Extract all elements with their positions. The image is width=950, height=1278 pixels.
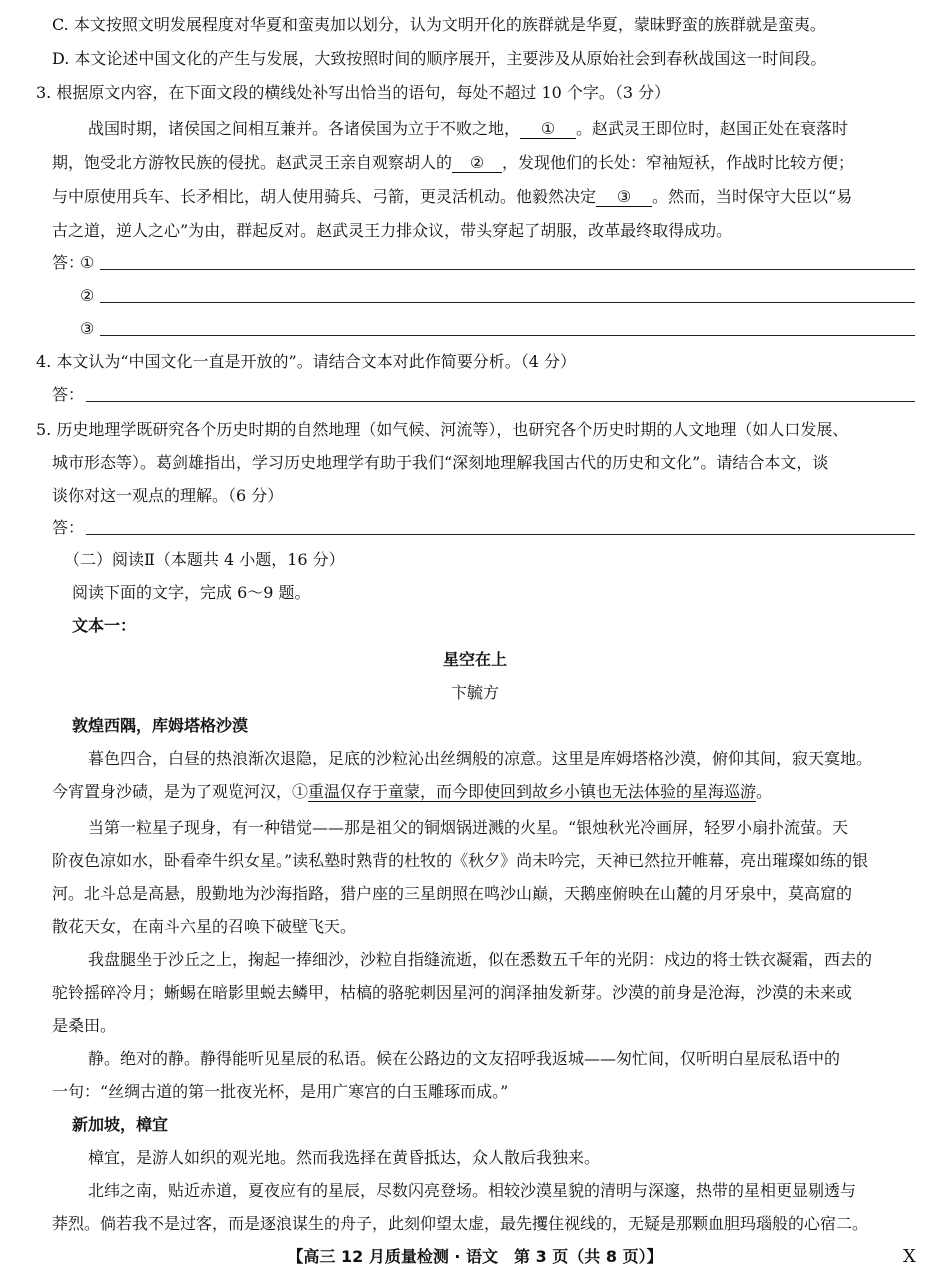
question-3-passage-line: 与中原使用兵车、长矛相比，胡人使用骑兵、弓箭，更灵活机动。他毅然决定 ③ 。然而，当时保守大臣以“易: [52, 187, 853, 206]
paragraph-line: 散花天女，在南斗六星的召唤下破壁飞天。: [52, 917, 357, 936]
footer-text: 【高三 12 月质量检测 · 语文 第 3 页（共 8 页）】: [287, 1247, 663, 1266]
answer-number-3: ③: [80, 319, 95, 338]
answer-line-q5[interactable]: [86, 533, 915, 535]
section-heading: （二）阅读Ⅱ（本题共 4 小题，16 分）: [64, 550, 345, 569]
question-5-stem: 城市形态等）。葛剑雄指出，学习历史地理学有助于我们“深刻地理解我国古代的历史和文化”。请结合本文，谈: [52, 453, 829, 472]
answer-line-1[interactable]: [100, 268, 915, 270]
answer-number-1: ①: [80, 253, 95, 272]
question-3-passage-line: 古之道，逆人之心”为由，群起反对。赵武灵王力排众议，带头穿起了胡服，改革最终取得成功。: [52, 221, 733, 240]
question-3-stem: 3. 根据原文内容，在下面文段的横线处补写出恰当的语句，每处不超过 10 个字。（3 分）: [36, 83, 671, 102]
footer-mark: X: [903, 1246, 916, 1267]
paragraph-line: 北纬之南，贴近赤道，夏夜应有的星辰，尽数闪亮登场。相较沙漠星貌的清明与深邃，热带的星相更显剔透与: [88, 1181, 857, 1200]
question-4-stem: 4. 本文认为“中国文化一直是开放的”。请结合文本对此作简要分析。（4 分）: [36, 352, 576, 371]
paragraph-line: 一句：“丝绸古道的第一批夜光杯，是用广寒宫的白玉雕琢而成。”: [52, 1082, 509, 1101]
paragraph-line: 是桑田。: [52, 1016, 117, 1035]
paragraph-line: 当第一粒星子现身，有一种错觉——那是祖父的铜烟锅迸溅的火星。“银烛秋光冷画屏，轻罗小扇扑流萤。天: [88, 818, 849, 837]
answer-label: 答：: [52, 518, 85, 537]
option-d: D. 本文论述中国文化的产生与发展，大致按照时间的顺序展开，主要涉及从原始社会到春秋战国这一时间段。: [52, 49, 827, 68]
section-instruction: 阅读下面的文字，完成 6～9 题。: [72, 583, 311, 602]
article-title: 星空在上: [442, 650, 507, 669]
paragraph-line: 驼铃摇碎冷月；蜥蜴在暗影里蜕去鳞甲，枯槁的骆驼刺因星河的润泽抽发新芽。沙漠的前身是沧海，沙漠的未来或: [52, 983, 853, 1002]
paragraph-line: 阶夜色凉如水，卧看牵牛织女星。”读私塾时熟背的杜牧的《秋夕》尚未吟完，天神已然拉开帷幕，亮出璀璨如练的银: [52, 851, 869, 870]
subheading-dunhuang: 敦煌西隅，库姆塔格沙漠: [72, 716, 249, 735]
underlined-sentence-1: 重温仅存于童蒙，而今即使回到故乡小镇也无法体验的星海巡游: [308, 782, 757, 801]
page-footer: [0, 1247, 950, 1271]
answer-number-2: ②: [80, 286, 95, 305]
paragraph-line: 河。北斗总是高悬，殷勤地为沙海指路，猎户座的三星朗照在鸣沙山巅，天鹅座俯映在山麓的月牙泉中，莫高窟的: [52, 884, 853, 903]
answer-label: 答：: [52, 385, 85, 404]
paragraph-line: 暮色四合，白昼的热浪渐次退隐，足底的沙粒沁出丝绸般的凉意。这里是库姆塔格沙漠，俯仰其间，寂天寞地。: [88, 749, 873, 768]
subheading-singapore: 新加坡，樟宜: [72, 1115, 169, 1134]
answer-label: 答：: [52, 253, 85, 272]
option-c: C. 本文按照文明发展程度对华夏和蛮夷加以划分，认为文明开化的族群就是华夏，蒙昧野蛮的族群就是蛮夷。: [52, 15, 826, 34]
answer-line-3[interactable]: [100, 334, 915, 336]
text-label: 文本一：: [72, 616, 137, 635]
question-5-stem: 5. 历史地理学既研究各个历史时期的自然地理（如气候、河流等），也研究各个历史时期的人文地理（如人口发展、: [36, 420, 849, 439]
paragraph-line: 我盘腿坐于沙丘之上，掬起一捧细沙，沙粒自指缝流逝，似在悉数五千年的光阴：戍边的将士铁衣凝霜，西去的: [88, 950, 873, 969]
paragraph-line: 今宵置身沙碛，是为了观览河汉，①重温仅存于童蒙，而今即使回到故乡小镇也无法体验的星海巡游。: [52, 782, 773, 801]
paragraph-line: 静。绝对的静。静得能听见星辰的私语。候在公路边的文友招呼我返城——匆忙间，仅听明白星辰私语中的: [88, 1049, 841, 1068]
paragraph-line: 樟宜，是游人如织的观光地。然而我选择在黄昏抵达，众人散后我独来。: [88, 1148, 601, 1167]
answer-line-2[interactable]: [100, 301, 915, 303]
paragraph-line: 莽烈。倘若我不是过客，而是逐浪谋生的舟子，此刻仰望太虚，最先攫住视线的，无疑是那颗血胆玛瑙般的心宿二。: [52, 1214, 869, 1233]
blank-2: ②: [452, 154, 502, 173]
answer-line-q4[interactable]: [86, 400, 915, 402]
blank-1: ①: [520, 120, 576, 139]
blank-3: ③: [596, 188, 652, 207]
question-3-passage-line: 期，饱受北方游牧民族的侵扰。赵武灵王亲自观察胡人的 ② ，发现他们的长处：窄袖短袄，作战时比较方便；: [52, 153, 855, 172]
article-author: 卞毓方: [450, 683, 499, 702]
question-3-passage-line: 战国时期，诸侯国之间相互兼并。各诸侯国为立于不败之地， ① 。赵武灵王即位时，赵国正处在衰落时: [88, 119, 849, 138]
question-5-stem: 谈你对这一观点的理解。（6 分）: [52, 486, 284, 505]
